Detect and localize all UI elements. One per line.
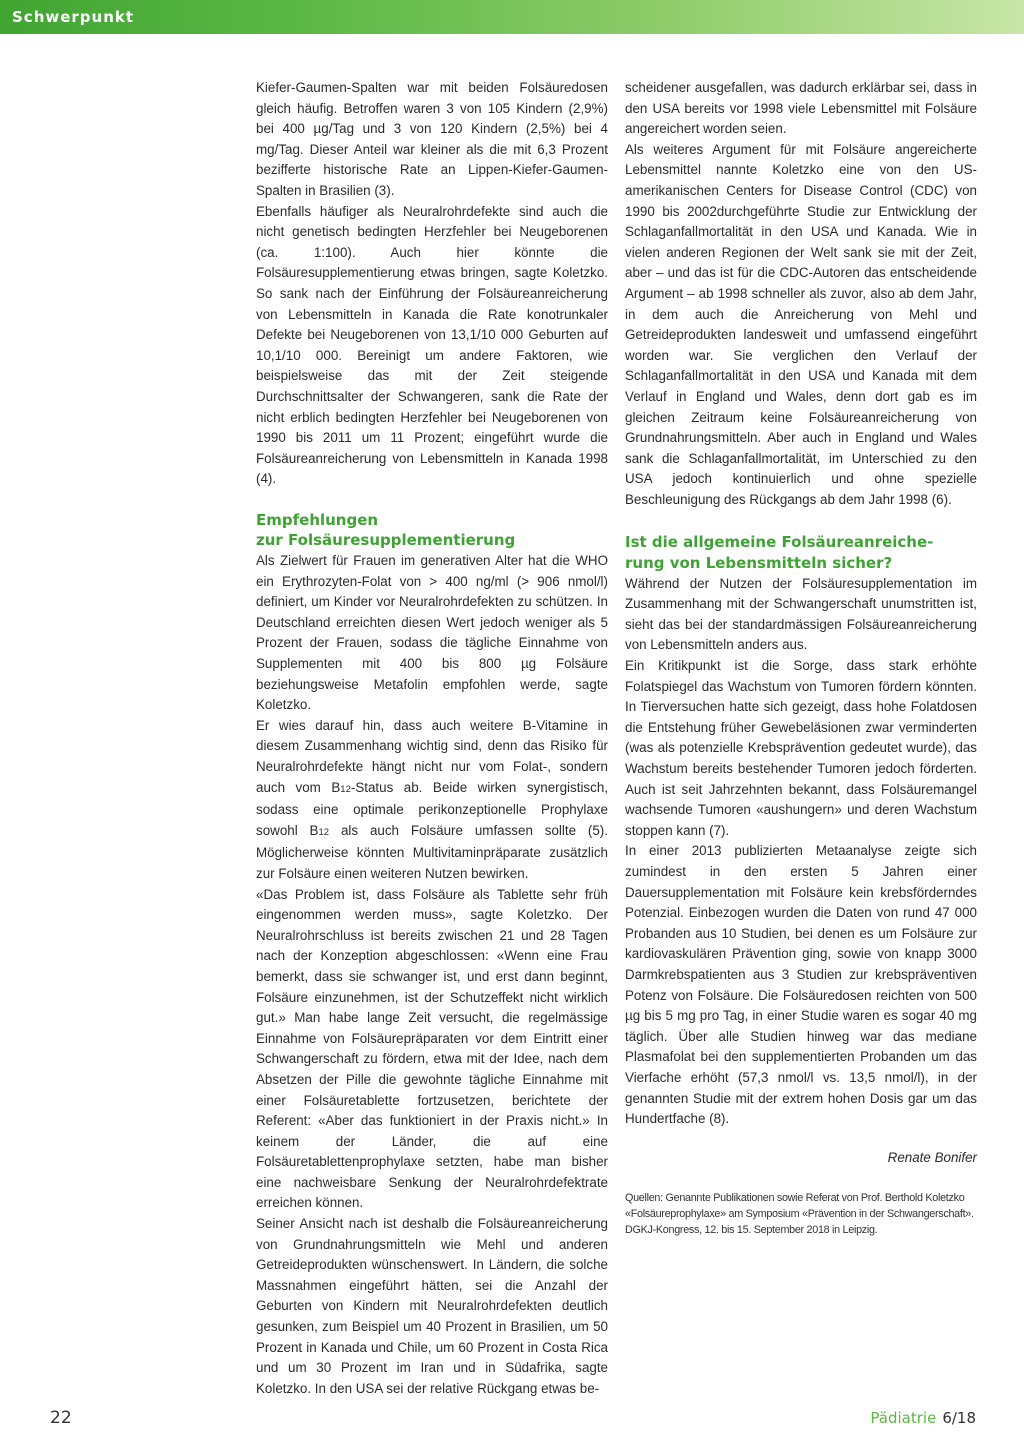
subscript: 12 — [340, 783, 351, 795]
section-heading-safety — [625, 532, 977, 573]
heading-line: zur Folsäuresupplementierung — [256, 531, 516, 550]
journal-name: Pädiatrie — [870, 1409, 937, 1427]
text-run: als auch Folsäure umfassen sollte (5). Möglicherweise könnten Multivitaminpräparate zusätzlich zur Folsäure einen weiteren Nutzen bewirken. — [256, 822, 608, 881]
journal-issue: 6/18 — [942, 1409, 976, 1427]
paragraph: Seiner Ansicht nach ist deshalb die Folsäureanreicherung von Grundnahrungsmitteln wie Mehl und anderen Getreideprodukten wünschenswert. In Ländern, die solche Massnahmen eingeführt hätten, sei die Anzahl der Geburten von Kindern mit Neuralrohrdefekten deutlich gesunken, zum Beispiel um 40 Prozent in Brasilien, um 50 Prozent in Kanada und Chile, um 60 Prozent in Costa Rica und um 30 Prozent im Iran und in Südafrika, sagte Koletzko. In den USA sei der relative Rückgang etwas be- — [256, 1216, 608, 1396]
paragraph: Kiefer-Gaumen-Spalten war mit beiden Folsäuredosen gleich häufig. Betroffen waren 3 von 105 Kindern (2,9%) bei 400 µg/Tag und 3 von 120 Kindern (2,5%) bei 4 mg/Tag. Dieser Anteil war kleiner als die mit 6,3 Prozent bezifferte historische Rate an Lippen-Kiefer-Gaumen-Spalten in Brasilien (3). — [256, 80, 608, 198]
section-heading-recommendations — [256, 510, 608, 551]
heading-line: rung von Lebensmitteln sicher? — [625, 554, 893, 573]
paragraph: Während der Nutzen der Folsäuresupplementation im Zusammenhang mit der Schwangerschaft unumstritten ist, sieht das bei der standardmässigen Folsäureanreicherung von Lebensmitteln anders aus. — [625, 575, 977, 653]
paragraph: Als Zielwert für Frauen im generativen Alter hat die WHO ein Erythrozyten-Folat von > 400 ng/ml (> 906 nmol/l) definiert, um Kinder vor Neuralrohrdefekten zu schützen. In Deutschland erreichten diesen Wert jedoch weniger als 5 Prozent der Frauen, sodass die tägliche Einnahme von Supplementen mit 400 bis 800 µg Folsäure beziehungsweise Metafolin empfohlen werde, sagte Koletzko. — [256, 553, 608, 713]
text-run: -Status ab. Beide wirken synergistisch, sodass eine optimale perikonzeptionelle Prophylaxe sowohl B — [256, 779, 608, 838]
paragraph: scheidener ausgefallen, was dadurch erklärbar sei, dass in den USA bereits vor 1998 viele Lebensmittel mit Folsäure angereichert worden seien. — [625, 80, 977, 137]
text-run: Er wies darauf hin, dass auch weitere B-Vitamine in diesem Zusammenhang wichtig sind, denn das Risiko für Neuralrohrdefekte hängt nicht nur vom Folat-, sondern auch vom B — [256, 717, 608, 795]
paragraph: «Das Problem ist, dass Folsäure als Tablette sehr früh eingenommen werden muss», sagte Koletzko. Der Neuralrohrschluss ist bereits zwischen 21 und 28 Tagen nach der Konzeption abgeschlossen: «Wenn eine Frau bemerkt, dass sie schwanger ist, und erst dann beginnt, Folsäure einzunehmen, ist der Schutzeffekt nicht wirklich gut.» Man habe lange Zeit versucht, die regelmässige Einnahme von Folsäurepräparaten vor dem Eintritt einer Schwangerschaft zu fördern, etwa mit der Idee, nach dem Absetzen der Pille die gewohnte tägliche Einnahme mit einer Folsäuretablette fortzusetzen, berichtete der Referent: «Aber das funktioniert in der Praxis nicht.» In keinem der Länder, die auf eine Folsäuretablettenprophylaxe setzten, habe man bisher eine nachweisbare Senkung der Neuralrohrdefektrate erreichen können. — [256, 886, 608, 1211]
right-column — [625, 78, 977, 1238]
heading-line: Ist die allgemeine Folsäureanreiche- — [625, 533, 934, 552]
section-title: Schwerpunkt — [12, 8, 135, 26]
section-header-bar — [0, 0, 1024, 34]
paragraph: Als weiteres Argument für mit Folsäure angereicherte Lebensmittel nannte Koletzko eine von den US-amerikanischen Centers for Disease Control (CDC) von 1990 bis 2002durchgeführte Studie zur Entwicklung der Schlaganfallmortalität in den USA und Kanada. Wie in vielen anderen Regionen der Welt sank sie mit der Zeit, aber – und das ist für die CDC-Autoren das entscheidende Argument – ab 1998 schneller als zuvor, also ab dem Jahr, in dem auch die Anreicherung von Mehl und Getreideprodukten landesweit und umfassend eingeführt worden war. Sie verglichen den Verlauf der Schlaganfallmortalität in den USA und Kanada mit dem Verlauf in England und Wales, denn dort gab es im gleichen Zeitraum keine Folsäureanreicherung von Grundnahrungsmitteln. Aber auch in England und Wales sank die Schlaganfallmortalität, im Unterschied zu den USA jedoch kontinuierlich und ohne spezielle Beschleunigung des Rückgangs ab dem Jahr 1998 (6). — [625, 141, 977, 507]
author-name: Renate Bonifer — [887, 1149, 977, 1165]
heading-line: Empfehlungen — [256, 510, 379, 529]
paragraph: Ein Kritikpunkt ist die Sorge, dass stark erhöhte Folatspiegel das Wachstum von Tumoren fördern könnten. In Tierversuchen hatte sich gezeigt, dass hohe Folatdosen die Entstehung früher Gewebeläsionen zwar verminderten (was als potenzielle Krebsprävention gedeutet wurde), das Wachstum bereits bestehender Tumoren jedoch förderten. Auch ist seit Jahrzehnten bekannt, dass Folsäuremangel wachsende Tumoren «aushungern» und deren Wachstum stoppen kann (7). — [625, 658, 977, 838]
journal-footer — [870, 1409, 976, 1427]
paragraph: In einer 2013 publizierten Metaanalyse zeigte sich zumindest in den ersten 5 Jahren einer Dauersupplementation mit Folsäure kein krebsförderndes Potenzial. Einbezogen wurden die Daten von rund 47 000 Probanden aus 10 Studien, bei denen es um Folsäure zur kardiovaskulären Prävention ging, sowie von knapp 3000 Darmkrebspatienten aus 3 Studien zur krebspräventiven Potenz von Folsäure. Die Folsäuredosen reichten von 500 µg bis 5 mg pro Tag, in einer Studie waren es sogar 40 mg täglich. Über alle Studien hinweg war das mediane Plasmafolat bei den supplementierten Probanden um das Vierfache erhöht (57,3 nmol/l vs. 13,5 nmol/l), in der genannten Studie mit der extrem hohen Dosis gar um das Hundertfache (8). — [625, 843, 977, 1127]
page-number: 22 — [50, 1408, 72, 1428]
paragraph: Ebenfalls häufiger als Neuralrohrdefekte sind auch die nicht genetisch bedingten Herzfehler bei Neugeborenen (ca. 1:100). Auch hier könnte die Folsäuresupplementierung etwas bringen, sagte Koletzko. So sank nach der Einführung der Folsäureanreicherung von Lebensmitteln in Kanada die Rate konotrunkaler Defekte bei Neugeborenen von 13,1/10 000 Geburten auf 10,1/10 000. Bereinigt um andere Faktoren, wie beispielsweise das mit der Zeit steigende Durchschnittsalter der Schwangeren, sank die Rate der nicht erblich bedingten Herzfehler bei Neugeborenen von 1990 bis 2011 um 11 Prozent; eingeführt wurde die Folsäureanreicherung von Lebensmitteln in Kanada 1998 (4). — [256, 203, 608, 487]
sources-note: Quellen: Genannte Publikationen sowie Referat von Prof. Berthold Koletzko «Folsäureprophylaxe» am Symposium «Prävention in der Schwangerschaft». DGKJ-Kongress, 12. bis 15. September 2018 in Leipzig. — [625, 1192, 974, 1237]
paragraph-b-vitamins — [256, 716, 608, 885]
subscript: 12 — [318, 826, 330, 838]
left-column — [256, 78, 608, 1399]
